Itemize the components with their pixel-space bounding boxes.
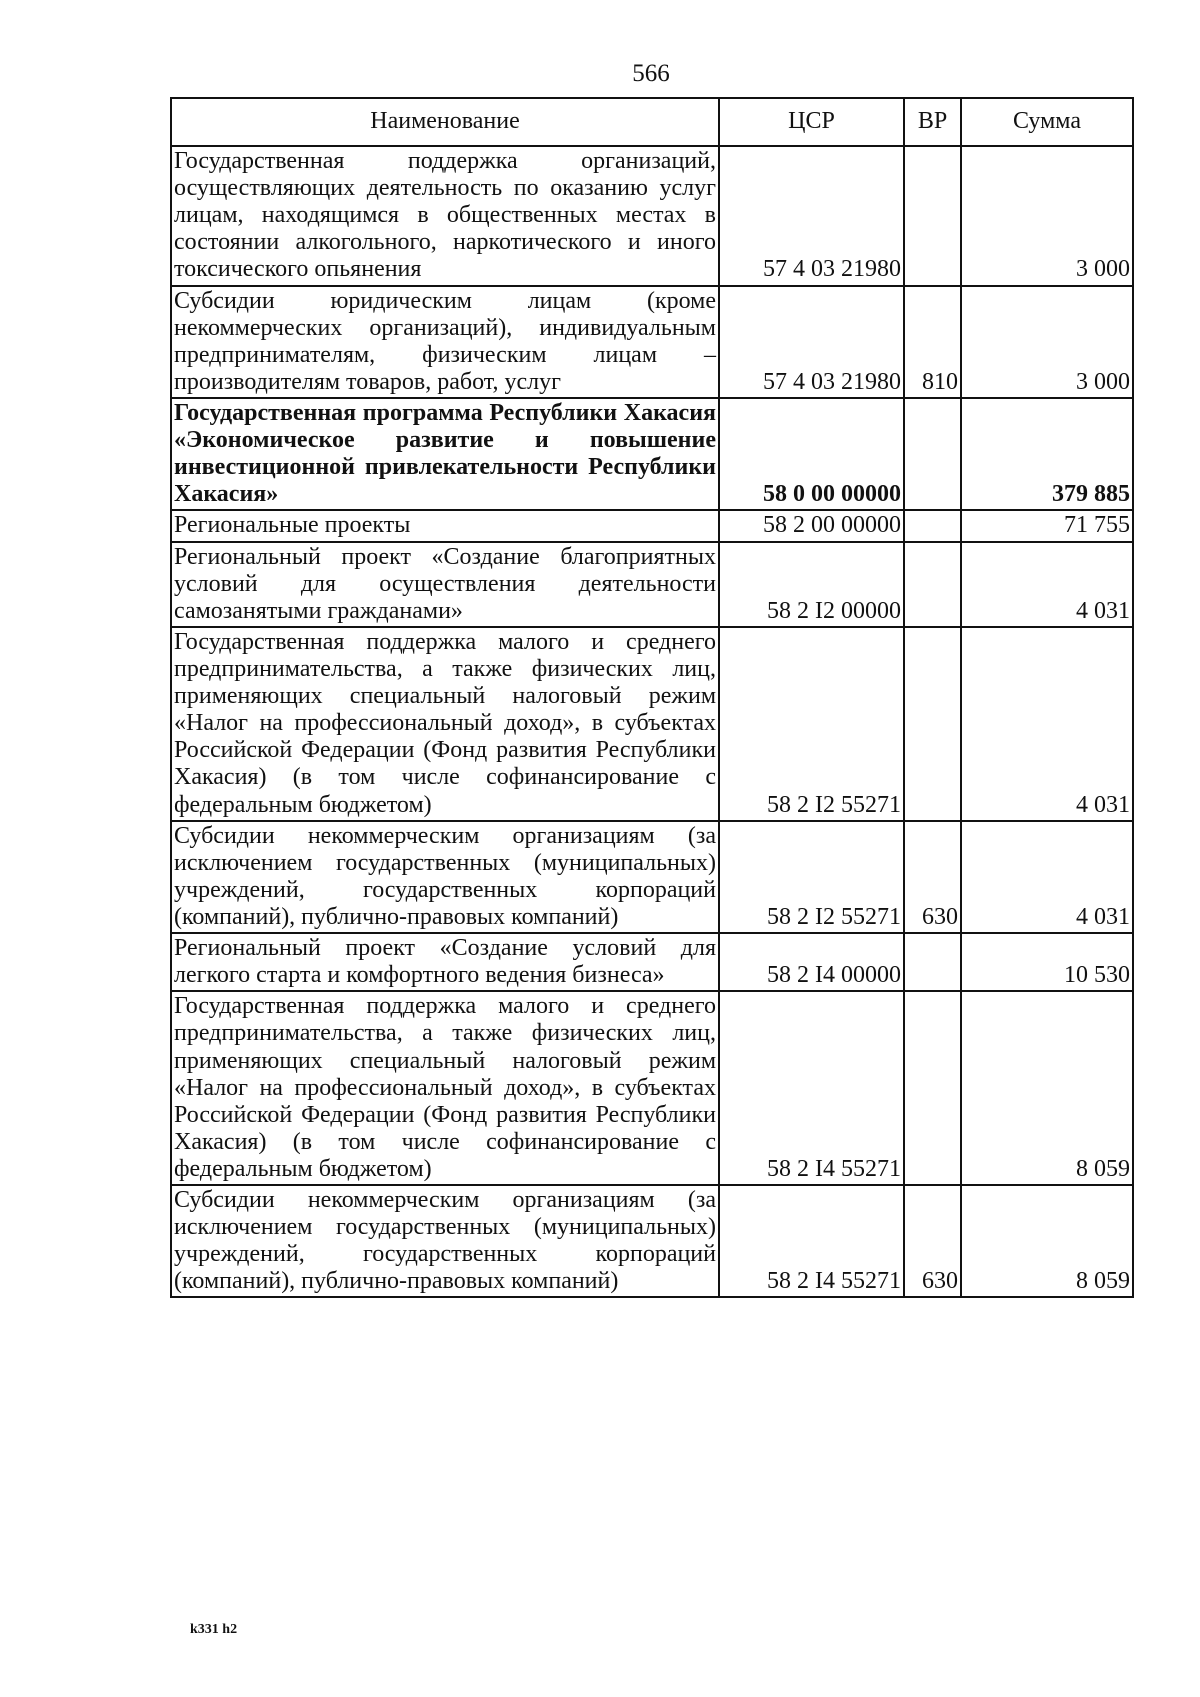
table-row (171, 991, 1133, 1185)
row-sum: 71 755 (961, 510, 1133, 541)
row-sum: 379 885 (961, 398, 1133, 510)
table-row (171, 286, 1133, 398)
row-sum: 8 059 (961, 991, 1133, 1185)
row-sum: 3 000 (961, 286, 1133, 398)
row-name: Государственная поддержка организаций, осуществляющих деятельность по оказанию услуг лицам, находящимся в общественных местах в состоянии алкогольного, наркотического и иного токсического опьянения (171, 146, 719, 286)
row-vr (904, 510, 961, 541)
header-sum: Сумма (961, 98, 1133, 146)
header-csr: ЦСР (719, 98, 904, 146)
row-name: Региональные проекты (171, 510, 719, 541)
row-csr: 58 2 I4 55271 (719, 991, 904, 1185)
row-name: Государственная программа Республики Хакасия «Экономическое развитие и повышение инвестиционной привлекательности Республики Хакасия» (171, 398, 719, 510)
row-csr: 58 2 I2 00000 (719, 542, 904, 627)
row-name: Государственная поддержка малого и среднего предпринимательства, а также физических лиц, применяющих специальный налоговый режим «Налог на профессиональный доход», в субъектах Российской Федерации (Фонд развития Республики Хакасия) (в том числе софинансирование с федеральным бюджетом) (171, 627, 719, 821)
row-name: Государственная поддержка малого и среднего предпринимательства, а также физических лиц, применяющих специальный налоговый режим «Налог на профессиональный доход», в субъектах Российской Федерации (Фонд развития Республики Хакасия) (в том числе софинансирование с федеральным бюджетом) (171, 991, 719, 1185)
row-csr: 57 4 03 21980 (719, 286, 904, 398)
row-csr: 58 2 I4 00000 (719, 933, 904, 991)
row-vr: 810 (904, 286, 961, 398)
row-vr (904, 991, 961, 1185)
row-csr: 58 2 00 00000 (719, 510, 904, 541)
row-sum: 4 031 (961, 627, 1133, 821)
row-csr: 58 2 I4 55271 (719, 1185, 904, 1297)
table-row (171, 1185, 1133, 1297)
row-name: Региональный проект «Создание благоприятных условий для осуществления деятельности самозанятыми гражданами» (171, 542, 719, 627)
row-vr (904, 542, 961, 627)
table-header-row (171, 98, 1133, 146)
row-vr (904, 146, 961, 286)
table-row (171, 146, 1133, 286)
row-csr: 58 2 I2 55271 (719, 627, 904, 821)
row-vr (904, 627, 961, 821)
table-row (171, 510, 1133, 541)
row-name: Субсидии юридическим лицам (кроме некоммерческих организаций), индивидуальным предпринимателям, физическим лицам – производителям товаров, работ, услуг (171, 286, 719, 398)
row-name: Субсидии некоммерческим организациям (за исключением государственных (муниципальных) учреждений, государственных корпораций (компаний), публично-правовых компаний) (171, 821, 719, 933)
row-sum: 4 031 (961, 821, 1133, 933)
table-row (171, 933, 1133, 991)
table-row (171, 398, 1133, 510)
row-sum: 10 530 (961, 933, 1133, 991)
row-csr: 58 2 I2 55271 (719, 821, 904, 933)
table-row (171, 627, 1133, 821)
page-number: 566 (632, 60, 670, 87)
row-sum: 3 000 (961, 146, 1133, 286)
row-csr: 58 0 00 00000 (719, 398, 904, 510)
header-vr: ВР (904, 98, 961, 146)
table-row (171, 542, 1133, 627)
row-vr: 630 (904, 821, 961, 933)
table-row (171, 821, 1133, 933)
row-name: Региональный проект «Создание условий для легкого старта и комфортного ведения бизнеса» (171, 933, 719, 991)
footer-code: k331 h2 (190, 1622, 238, 1637)
row-vr: 630 (904, 1185, 961, 1297)
budget-table (170, 97, 1134, 1298)
row-name: Субсидии некоммерческим организациям (за исключением государственных (муниципальных) учреждений, государственных корпораций (компаний), публично-правовых компаний) (171, 1185, 719, 1297)
row-sum: 4 031 (961, 542, 1133, 627)
row-vr (904, 933, 961, 991)
row-sum: 8 059 (961, 1185, 1133, 1297)
header-name: Наименование (171, 98, 719, 146)
table-body (171, 146, 1133, 1297)
row-vr (904, 398, 961, 510)
row-csr: 57 4 03 21980 (719, 146, 904, 286)
